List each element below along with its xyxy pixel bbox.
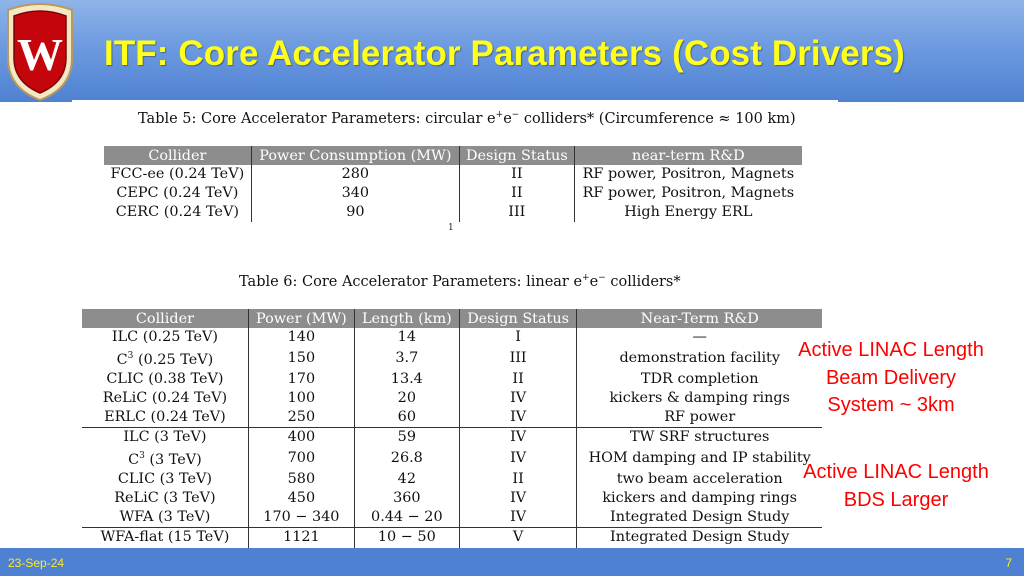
table6-cell: $C^3$ (0.25 TeV) [116,351,214,368]
annotation-line: BDS Larger [843,488,949,511]
table6-cell: I [459,328,577,347]
table6-cell: IV [459,427,577,447]
page-title: ITF: Core Accelerator Parameters (Cost Drivers) [104,34,905,73]
table6-row [82,447,822,470]
table6-cell: 400 [248,427,354,447]
table6-cell: III [459,347,577,370]
annotation-low-energy [784,337,998,420]
table6-cell: — [577,328,822,347]
table6-cell: CLIC (3 TeV) [117,470,213,487]
table6-cell: 250 [248,408,354,428]
table6-cell: 10 − 50 [354,527,459,547]
table6-cell: WFA (3 TeV) [119,508,211,525]
table5-cell: 90 [251,203,459,222]
slide-header [0,0,1024,102]
table6-cell: IV [459,408,577,428]
table6-header-rnd: Near-Term R&D [577,309,822,328]
table6-row [82,408,822,428]
table5-page-mark: 1 [448,223,454,233]
table6-header-length: Length (km) [354,309,459,328]
table6-cell: kickers & damping rings [577,389,822,408]
table6-cell: 26.8 [354,447,459,470]
table6-cell: ReLiC (3 TeV) [114,489,216,506]
table6-caption: Table 6: Core Accelerator Parameters: linear e+e− colliders* [239,273,681,290]
table6-cell: 170 − 340 [248,508,354,528]
annotation-line: Active LINAC Length [798,339,984,361]
table5-row [104,165,802,184]
table6-cell: ILC (0.25 TeV) [111,329,218,345]
table6-cell: ILC (3 TeV) [82,427,248,447]
footer-date: 23-Sep-24 [8,556,65,570]
table6-cell: 60 [354,408,459,428]
table5-cell: II [460,165,575,184]
table6-cell: II [459,370,577,389]
annotation-line: Beam Delivery [825,366,957,389]
table6-cell: 59 [354,427,459,447]
table5-cell: CERC (0.24 TeV) [115,204,239,220]
table6-cell: 170 [248,370,354,389]
table6-cell: HOM damping and IP stability [577,447,822,470]
annotation-line: System ~ 3km [827,394,955,416]
table6-cell: IV [459,389,577,408]
table5-cell: RF power, Positron, Magnets [574,165,802,184]
table6-cell: 100 [248,389,354,408]
table6-cell: 450 [248,489,354,508]
table5-cell: CEPC (0.24 TeV) [116,185,239,201]
table6-row [82,508,822,528]
table6-cell: demonstration facility [577,347,822,370]
table6-cell: $C^3$ (3 TeV) [128,450,202,468]
table6-header-collider: Collider [82,309,248,328]
table5-header-status: Design Status [460,146,575,165]
table6-figure [72,262,838,576]
table5-header-rnd: near-term R&D [574,146,802,165]
table6-cell: 580 [248,470,354,489]
table5-header-collider: Collider [104,146,251,165]
table6-header-status: Design Status [459,309,577,328]
table5-cell: RF power, Positron, Magnets [574,184,802,203]
table6-cell: 150 [248,347,354,370]
table5-cell: High Energy ERL [574,203,802,222]
table6-cell: TW SRF structures [577,427,822,447]
table6-row [82,427,822,447]
uw-crest-logo [2,0,78,102]
table6-row [82,328,822,347]
table6-cell: IV [459,508,577,528]
table5-figure [72,100,838,240]
table6-row [82,527,822,547]
table6-header-power: Power (MW) [248,309,354,328]
table6-cell: IV [459,489,577,508]
table6-cell: 3.7 [354,347,459,370]
annotation-line: Active LINAC Length [803,461,989,483]
table5-cell: 280 [251,165,459,184]
annotation-high-energy [788,459,1004,514]
table6-cell: WFA-flat (15 TeV) [82,527,248,547]
slide-footer [0,548,1024,576]
table5-cell: III [460,203,575,222]
table6 [82,309,822,566]
table6-cell: 700 [248,447,354,470]
table6-cell: kickers and damping rings [577,489,822,508]
table6-cell: II [459,470,577,489]
table6-cell: ERLC (0.24 TeV) [104,408,226,425]
table6-cell: IV [459,447,577,470]
table6-cell: Integrated Design Study [577,527,822,547]
table5-cell: 340 [251,184,459,203]
table6-row [82,470,822,489]
table6-cell: 0.44 − 20 [354,508,459,528]
table6-cell: 13.4 [354,370,459,389]
svg-text:W: W [17,29,63,80]
table6-cell: 140 [248,328,354,347]
table5-cell: FCC-ee (0.24 TeV) [110,166,245,182]
slide-number: 7 [1005,556,1012,570]
table6-row [82,347,822,370]
table6-row [82,489,822,508]
table6-row [82,370,822,389]
table6-cell: CLIC (0.38 TeV) [106,370,224,387]
table6-cell: Integrated Design Study [577,508,822,528]
table6-cell: TDR completion [577,370,822,389]
table6-cell: V [459,527,577,547]
table5 [104,146,802,222]
table6-cell: 1121 [248,527,354,547]
table6-cell: 14 [354,328,459,347]
table6-row [82,389,822,408]
table6-cell: two beam acceleration [577,470,822,489]
table5-header-power: Power Consumption (MW) [251,146,459,165]
table6-cell: 20 [354,389,459,408]
table6-cell: 42 [354,470,459,489]
table6-cell: 360 [354,489,459,508]
table5-row [104,184,802,203]
table6-cell: RF power [577,408,822,428]
table6-cell: ReLiC (0.24 TeV) [102,389,228,406]
table5-caption: Table 5: Core Accelerator Parameters: circular e+e− colliders* (Circumference ≈ 100 km) [138,110,796,127]
table5-row [104,203,802,222]
table5-cell: II [460,184,575,203]
